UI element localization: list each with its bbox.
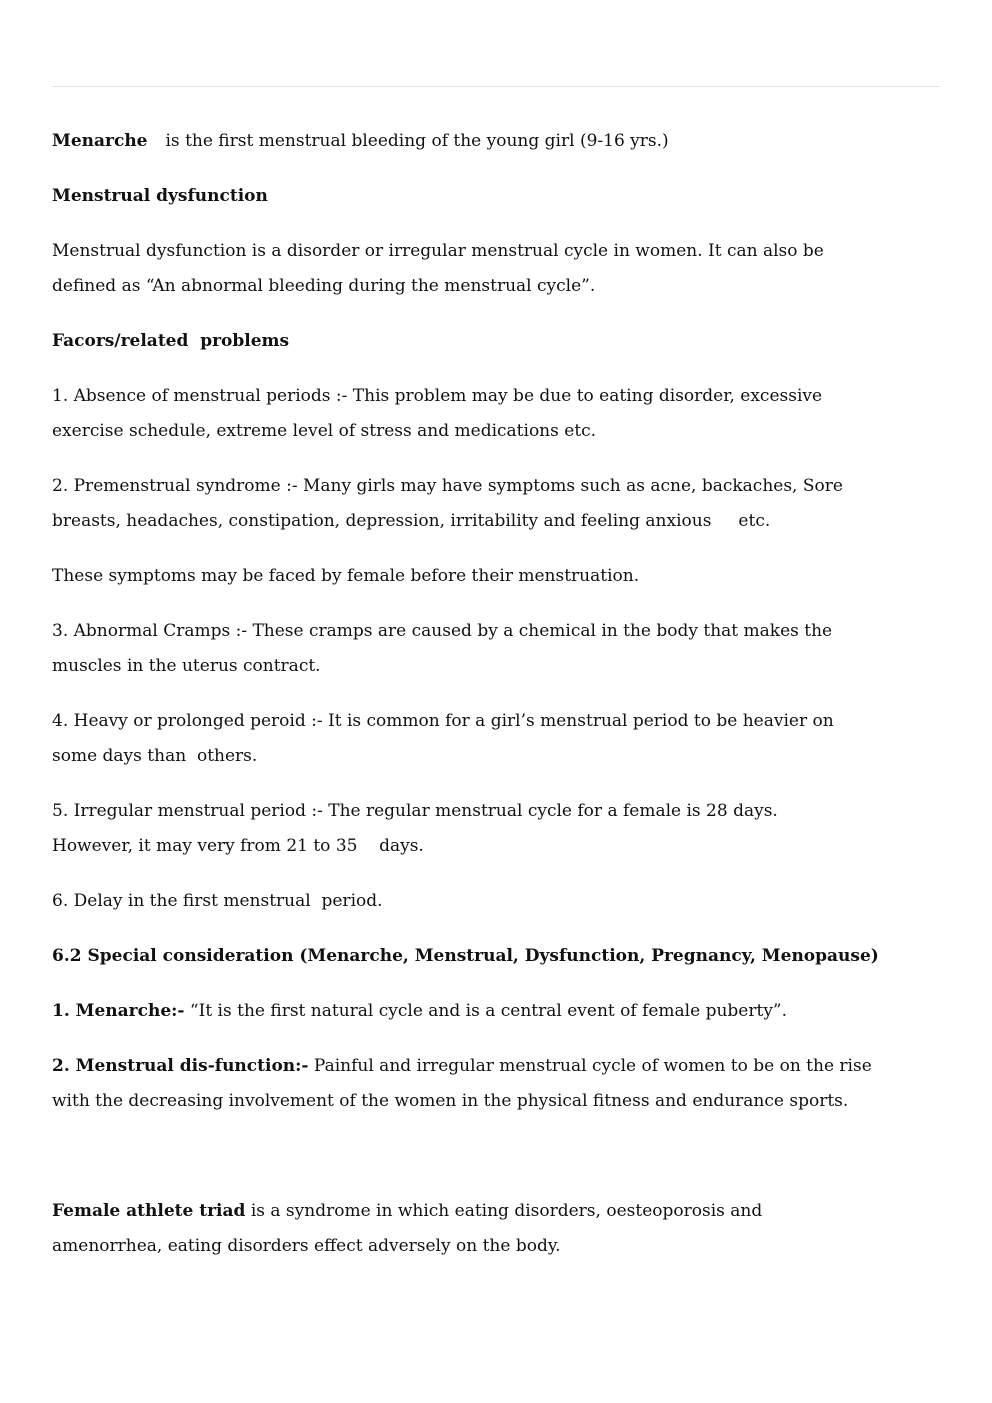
heading-menstrual-dysfunction: Menstrual dysfunction [52, 186, 268, 206]
special-dysfunction-line1 [52, 1049, 944, 1084]
item-2-line2: breasts, headaches, constipation, depression, irritability and feeling anxious etc. [52, 511, 771, 531]
item-4-line1: 4. Heavy or prolonged peroid :- It is common for a girl’s menstrual period to be heavier on [52, 711, 834, 731]
item-3-line2: muscles in the uterus contract. [52, 656, 321, 676]
special-menarche-text: “It is the first natural cycle and is a central event of female puberty”. [189, 1001, 788, 1021]
dysfunction-definition-line2: defined as “An abnormal bleeding during the menstrual cycle”. [52, 276, 596, 296]
menarche-paragraph [52, 124, 944, 159]
section-heading-special: 6.2 Special consideration (Menarche, Menstrual, Dysfunction, Pregnancy, Menopause) [52, 946, 879, 966]
menarche-term: Menarche [52, 131, 148, 151]
header-divider [52, 86, 940, 87]
item-6: 6. Delay in the first menstrual period. [52, 891, 383, 911]
item-3-line1: 3. Abnormal Cramps :- These cramps are caused by a chemical in the body that makes the [52, 621, 833, 641]
dysfunction-definition-line1: Menstrual dysfunction is a disorder or irregular menstrual cycle in women. It can also be [52, 241, 824, 261]
triad-line2: amenorrhea, eating disorders effect adversely on the body. [52, 1236, 561, 1256]
special-dysfunction-line2: with the decreasing involvement of the women in the physical fitness and endurance sports. [52, 1091, 849, 1111]
triad-text: is a syndrome in which eating disorders, oesteoporosis and [250, 1201, 763, 1221]
triad-term: Female athlete triad [52, 1201, 246, 1221]
special-dysfunction-label: 2. Menstrual dis-function:- [52, 1056, 309, 1076]
heading-factors: Facors/related problems [52, 331, 290, 351]
triad-line1 [52, 1194, 944, 1229]
special-menarche [52, 994, 944, 1029]
menarche-text: is the first menstrual bleeding of the young girl (9-16 yrs.) [165, 131, 669, 151]
item-5-line2: However, it may very from 21 to 35 days. [52, 836, 424, 856]
special-menarche-label: 1. Menarche:- [52, 1001, 185, 1021]
item-1-line2: exercise schedule, extreme level of stress and medications etc. [52, 421, 597, 441]
item-2-line1: 2. Premenstrual syndrome :- Many girls may have symptoms such as acne, backaches, Sore [52, 476, 843, 496]
symptoms-note: These symptoms may be faced by female before their menstruation. [52, 566, 640, 586]
special-dysfunction-text: Painful and irregular menstrual cycle of women to be on the rise [313, 1056, 872, 1076]
item-5-line1: 5. Irregular menstrual period :- The regular menstrual cycle for a female is 28 days. [52, 801, 778, 821]
item-1-line1: 1. Absence of menstrual periods :- This problem may be due to eating disorder, excessive [52, 386, 823, 406]
item-4-line2: some days than others. [52, 746, 258, 766]
